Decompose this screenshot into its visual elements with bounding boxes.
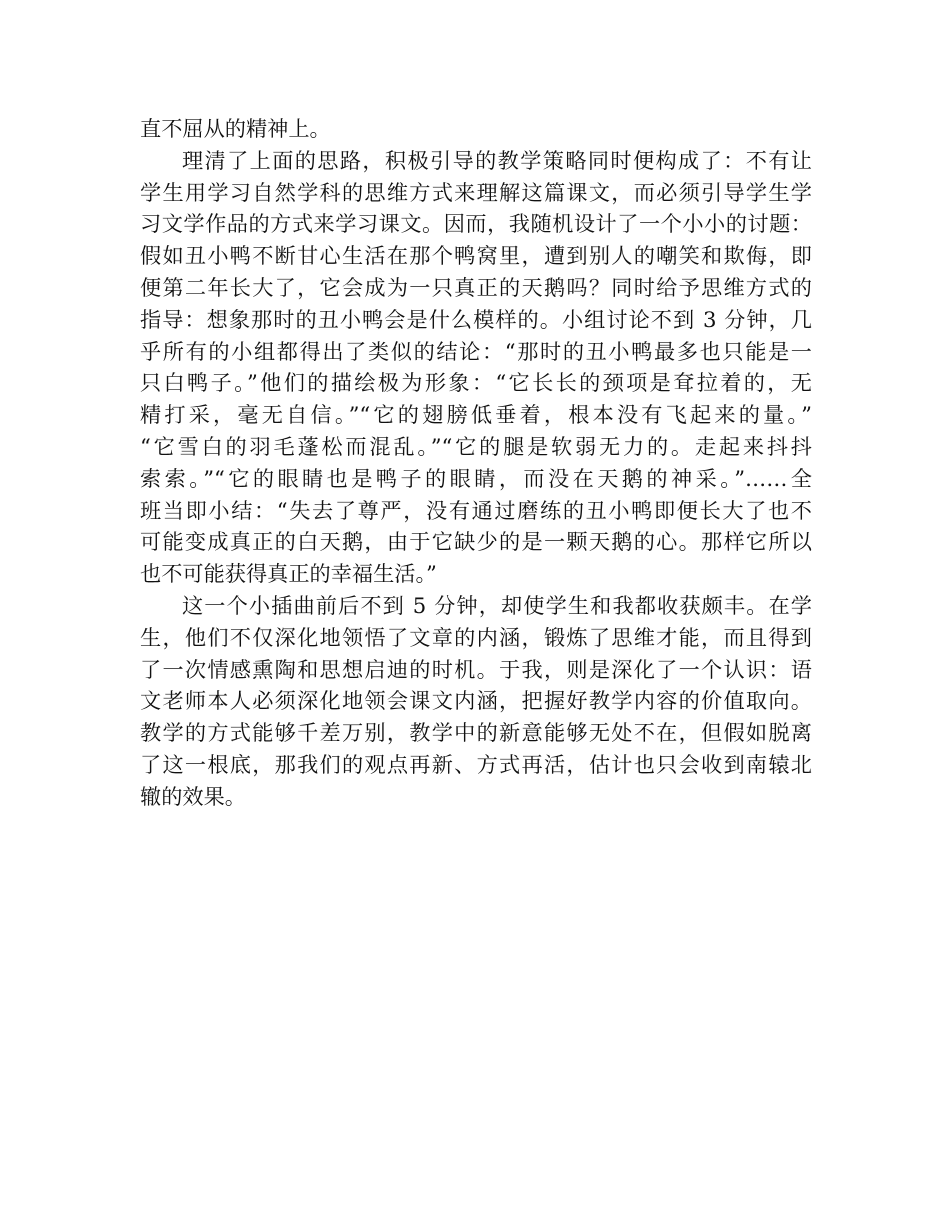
text-line: 只白鸭子。”他们的描绘极为形象：“它长长的颈项是耷拉着的，无	[140, 370, 812, 396]
text-line: 辙的效果。	[140, 783, 246, 809]
text-line: “它雪白的羽毛蓬松而混乱。”“它的腿是软弱无力的。走起来抖抖	[140, 433, 812, 459]
text-line: 了一次情感熏陶和思想启迪的时机。于我，则是深化了一个认识：语	[140, 656, 812, 682]
text-line: 文老师本人必须深化地领会课文内涵，把握好教学内容的价值取向。	[140, 688, 812, 714]
text-line: 假如丑小鸭不断甘心生活在那个鸭窝里，遭到别人的嘲笑和欺侮，即	[140, 243, 812, 269]
text-line: 指导：想象那时的丑小鸭会是什么模样的。小组讨论不到 3 分钟，几	[140, 306, 812, 332]
text-line: 索索。”“它的眼睛也是鸭子的眼睛，而没在天鹅的神采。”……全	[140, 465, 812, 491]
text-line: 生，他们不仅深化地领悟了文章的内涵，锻炼了思维才能，而且得到	[140, 624, 812, 650]
text-line: 了这一根底，那我们的观点再新、方式再活，估计也只会收到南辕北	[140, 751, 812, 777]
text-line: 习文学作品的方式来学习课文。因而，我随机设计了一个小小的讨题：	[140, 211, 812, 237]
text-line: 便第二年长大了，它会成为一只真正的天鹅吗？同时给予思维方式的	[140, 274, 812, 300]
text-line: 学生用学习自然学科的思维方式来理解这篇课文，而必须引导学生学	[140, 179, 812, 205]
text-line: 教学的方式能够千差万别，教学中的新意能够无处不在，但假如脱离	[140, 720, 812, 746]
document-body	[140, 113, 812, 813]
text-line: 直不屈从的精神上。	[140, 116, 331, 141]
text-line: 乎所有的小组都得出了类似的结论：“那时的丑小鸭最多也只能是一	[140, 338, 812, 364]
text-line: 班当即小结：“失去了尊严，没有通过磨练的丑小鸭即便长大了也不	[140, 497, 812, 523]
text-line: 精打采，毫无自信。”“它的翅膀低垂着，根本没有飞起来的量。”	[140, 402, 812, 428]
text-line: 这一个小插曲前后不到 5 分钟，却使学生和我都收获颇丰。在学	[182, 592, 812, 618]
text-line: 可能变成真正的白天鹅，由于它缺少的是一颗天鹅的心。那样它所以	[140, 529, 812, 555]
text-line: 理清了上面的思路，积极引导的教学策略同时便构成了：不有让	[182, 147, 812, 173]
text-line: 也不可能获得真正的幸福生活。”	[140, 561, 437, 587]
